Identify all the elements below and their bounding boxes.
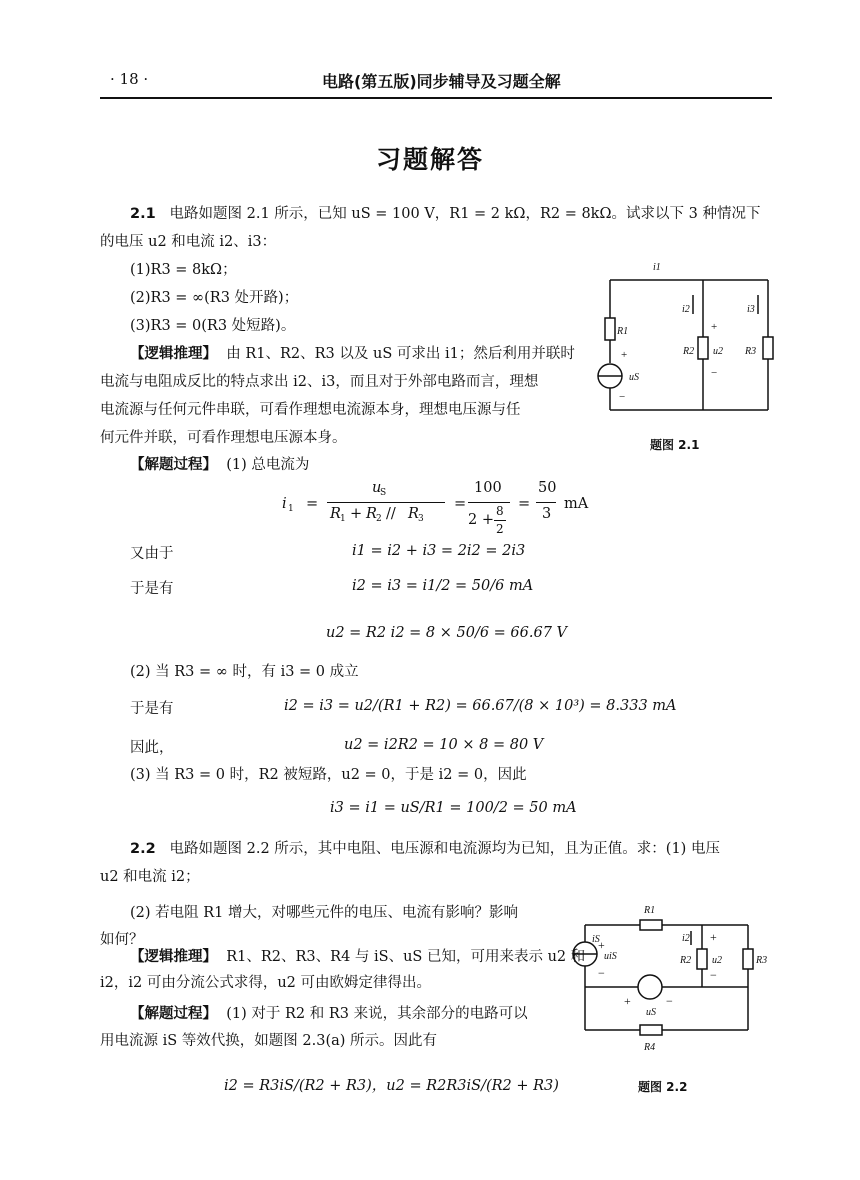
statement-line: 电路如题图 2.1 所示，已知 uS = 100 V，R1 = 2 kΩ，R2 = 8kΩ。试求以下 3 种情况下 — [169, 206, 761, 222]
solve-paragraph — [130, 454, 309, 476]
statement-line: 电路如题图 2.2 所示，其中电阻、电压源和电流源均为已知，且为正值。求：(1) 电压 — [169, 841, 720, 857]
fig2-label-r1: R1 — [644, 905, 656, 916]
page-number: · 18 · — [110, 70, 149, 88]
value: 2 — [496, 522, 504, 536]
fig1-minus: − — [711, 367, 718, 379]
fig1-label-r3: R3 — [745, 346, 757, 357]
statement-line: u2 和电流 i2； — [100, 869, 200, 885]
fraction-bar — [327, 502, 445, 503]
fig1-plus: + — [621, 349, 628, 361]
hence-label: 因此， — [130, 740, 174, 756]
question-2: (2) 若电阻 R1 增大，对哪些元件的电压、电流有影响？影响 — [130, 905, 519, 921]
logic-text: 何元件并联，可看作理想电压源本身。 — [100, 430, 347, 446]
fig1-minus: − — [619, 391, 626, 403]
subscript: S — [380, 488, 387, 498]
fig2-label-r4: R4 — [644, 1042, 656, 1053]
fig1-label-r2: R2 — [683, 346, 695, 357]
therefore-label: 于是有 — [130, 701, 174, 717]
fig2-plus: + — [710, 930, 717, 944]
logic-paragraph — [130, 946, 585, 968]
case-2: (2)R3 = ∞(R3 处开路)； — [130, 290, 299, 306]
fig1-label-us: uS — [629, 372, 639, 383]
fig2-minus: − — [710, 968, 717, 982]
figure-caption: 题图 2.1 — [650, 438, 700, 452]
fig1-label-i2: i2 — [682, 304, 690, 315]
equation-i3: i3 = i1 = uS/R1 = 100/2 = 50 mA — [330, 800, 577, 816]
value: 50 — [538, 480, 557, 496]
parallel-symbol: // — [386, 506, 396, 522]
circuit-figure-2-2 — [560, 895, 775, 1055]
equation-sum: i1 = i2 + i3 = 2i2 = 2i3 — [352, 543, 526, 559]
solve-paragraph — [130, 1003, 528, 1025]
case-3: (3)R3 = 0(R3 处短路)。 — [130, 318, 296, 334]
value: 100 — [474, 480, 502, 496]
equation-final: i2 = R3iS/(R2 + R3)，u2 = R2R3iS/(R2 + R3) — [224, 1078, 559, 1094]
fig2-plus: + — [598, 938, 605, 952]
therefore-label: 于是有 — [130, 581, 174, 597]
unit: mA — [564, 496, 589, 512]
fig2-minus: − — [598, 966, 605, 980]
logic-text: 由 R1、R2、R3 以及 uS 可求出 i1；然后利用并联时 — [226, 346, 575, 362]
book-title: 电路(第五版)同步辅导及习题全解 — [322, 72, 561, 91]
solve-text: (1) 总电流为 — [226, 457, 310, 473]
header-rule — [100, 97, 772, 99]
problem-number: 2.1 — [130, 206, 156, 222]
case-2-solution: (2) 当 R3 = ∞ 时，有 i3 = 0 成立 — [130, 664, 359, 680]
solve-text: (1) 对于 R2 和 R3 来说，其余部分的电路可以 — [226, 1006, 528, 1022]
equation-i2-case2: i2 = i3 = u2/(R1 + R2) = 66.67/(8 × 10³) = 8.333 mA — [284, 698, 677, 714]
equals: = — [454, 496, 467, 512]
fig1-label-i3: i3 — [747, 304, 755, 315]
circuit-figure-2-1 — [585, 258, 780, 458]
case-1: (1)R3 = 8kΩ； — [130, 262, 237, 278]
equation-u2-case2: u2 = i2R2 = 10 × 8 = 80 V — [344, 737, 544, 753]
fig2-minus: − — [666, 994, 673, 1008]
logic-paragraph — [130, 343, 575, 365]
equation-i1: i 1 = u S R 1 + R 2 // R 3 = 100 2 + 8 2 = 50 3 mA — [282, 480, 589, 536]
fig2-label-r2: R2 — [680, 955, 692, 966]
equals: = — [518, 496, 531, 512]
equation-u2: u2 = R2 i2 = 8 × 50/6 = 66.67 V — [326, 625, 568, 641]
logic-text: i2，i2 可由分流公式求得，u2 可由欧姆定律得出。 — [100, 975, 432, 991]
problem-2-2-statement — [130, 838, 720, 860]
fig2-label-uis: uiS — [604, 951, 617, 962]
logic-label: 【逻辑推理】 — [130, 346, 217, 362]
fig1-label-i1: i1 — [653, 262, 661, 273]
logic-text: 电流源与任何元件串联，可看作理想电流源本身，理想电压源与任 — [100, 402, 521, 418]
var: i — [282, 496, 287, 512]
fig2-label-is: iS — [592, 934, 600, 945]
fig2-plus: + — [624, 994, 631, 1008]
logic-label: 【逻辑推理】 — [130, 949, 217, 965]
solve-label: 【解题过程】 — [130, 1006, 217, 1022]
subscript: 1 — [288, 504, 294, 514]
fig1-plus: + — [711, 321, 718, 333]
since-label: 又由于 — [130, 546, 174, 562]
solve-label: 【解题过程】 — [130, 457, 217, 473]
fig2-label-i2: i2 — [682, 933, 690, 944]
problem-2-1-statement — [130, 203, 760, 225]
figure-caption: 题图 2.2 — [638, 1080, 688, 1094]
fig2-label-us: uS — [646, 1007, 656, 1018]
question-2: 如何？ — [100, 932, 144, 948]
fig1-label-r1: R1 — [617, 326, 629, 337]
logic-text: 电流与电阻成反比的特点求出 i2、i3，而且对于外部电路而言，理想 — [100, 374, 539, 390]
statement-line: 的电压 u2 和电流 i2、i3： — [100, 234, 277, 250]
fig2-label-r3: R3 — [756, 955, 768, 966]
value: 8 — [496, 504, 504, 518]
fig2-label-u2: u2 — [712, 955, 722, 966]
value: 3 — [542, 506, 552, 522]
problem-number: 2.2 — [130, 841, 156, 857]
solve-text: 用电流源 iS 等效代换，如题图 2.3(a) 所示。因此有 — [100, 1033, 438, 1049]
section-title: 习题解答 — [375, 145, 484, 174]
case-3-solution: (3) 当 R3 = 0 时，R2 被短路，u2 = 0，于是 i2 = 0，因此 — [130, 767, 527, 783]
equals: = — [306, 496, 319, 512]
equation-i2: i2 = i3 = i1/2 = 50/6 mA — [352, 578, 534, 594]
logic-text: R1、R2、R3、R4 与 iS、uS 已知，可用来表示 u2 和 — [226, 949, 586, 965]
fig1-label-u2: u2 — [713, 346, 723, 357]
